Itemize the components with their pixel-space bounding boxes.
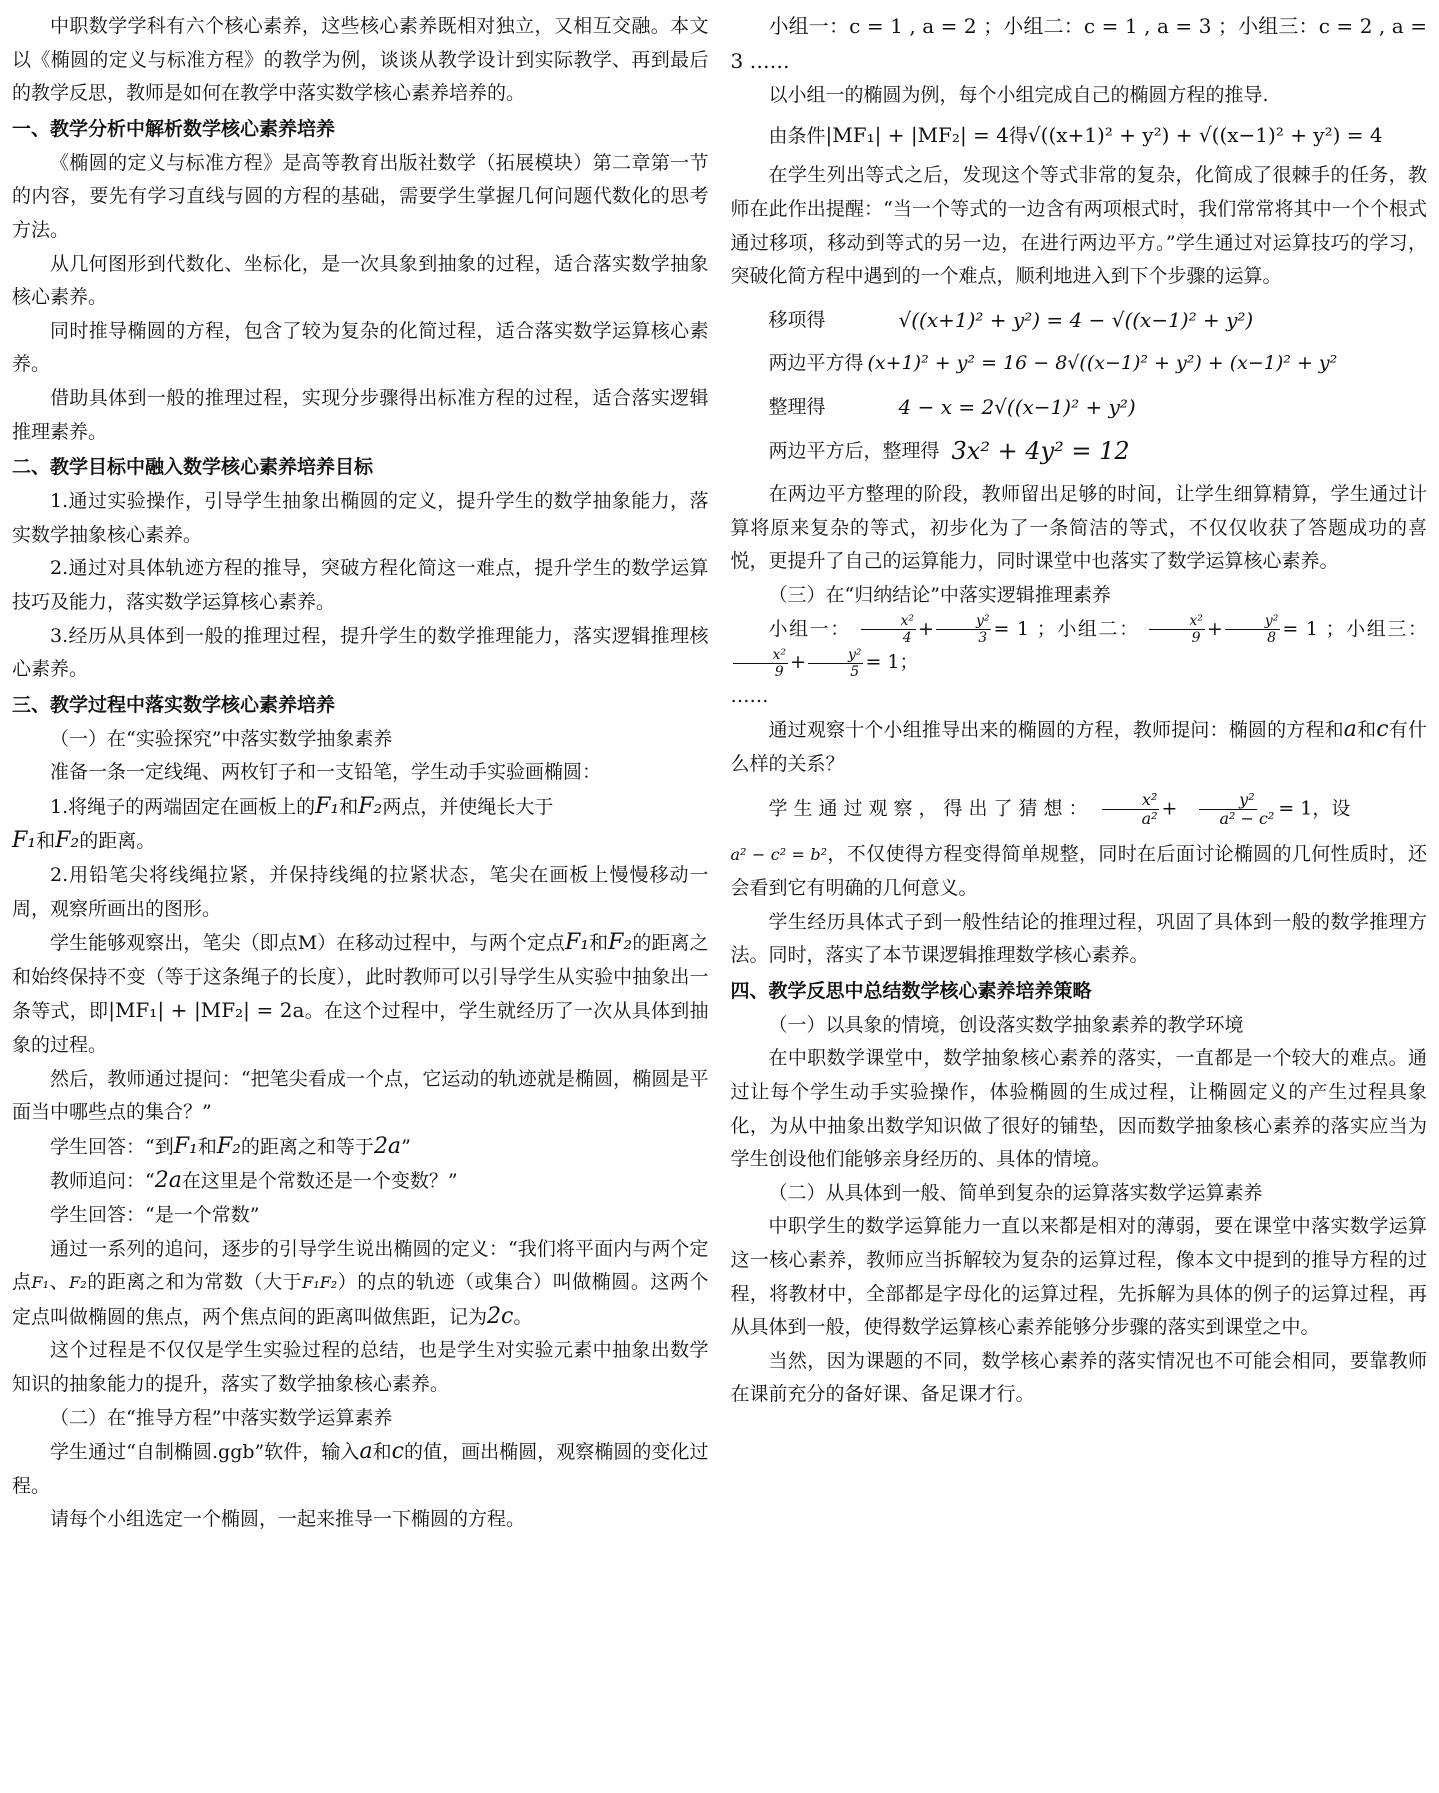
- paragraph: 当然，因为课题的不同，数学核心素养的落实情况也不可能会相同，要靠教师在课前充分的备好课、备足课才行。: [730, 1349, 1427, 1406]
- student-answer: 学生回答：“是一个常数”: [50, 1204, 260, 1226]
- ellipsis: ……: [730, 684, 769, 707]
- section-heading-2: 二、教学目标中融入数学核心素养培养目标: [12, 456, 374, 479]
- section-heading-3: 三、教学过程中落实数学核心素养培养: [12, 693, 336, 716]
- goal-item: 1.通过实验操作，引导学生抽象出椭圆的定义，提升学生的数学抽象能力，落实数学抽象核心素养。: [12, 490, 709, 546]
- conjecture-continued: a² − c² = b²，不仅使得方程变得简单规整，同时在后面讨论椭圆的几何性质时，还会看到它有明确的几何意义。: [730, 843, 1427, 900]
- goal-item: 2.通过对具体轨迹方程的推导，突破方程化简这一难点，提升学生的数学运算技巧及能力，落实数学运算核心素养。: [12, 557, 709, 613]
- section-heading-4: 四、教学反思中总结数学核心素养培养策略: [730, 979, 1092, 1002]
- paragraph: 在两边平方整理的阶段，教师留出足够的时间，让学生细算精算，学生通过计算将原来复杂的等式，初步化为了一条简洁的等式，不仅仅收获了答题成功的喜悦，更提升了自己的运算能力，同时课堂中也落实了数学运算核心素养。: [730, 483, 1427, 573]
- ggb-paragraph: 学生通过“自制椭圆.ggb”软件，输入a和c的值，画出椭圆，观察椭圆的变化过程。: [12, 1439, 709, 1497]
- paragraph: 借助具体到一般的推理过程，实现分步骤得出标准方程的过程，适合落实逻辑推理素养。: [12, 386, 709, 443]
- paragraph: 请每个小组选定一个椭圆，一起来推导一下椭圆的方程。: [50, 1508, 526, 1531]
- group-equations: 小组一： $\frac{\text{x²}}{4}$ + $\frac{\text{y²}}{3}$ = 1 ；小组二： $\frac{\text{x²}}{9}$ + $\frac{\text{y²}}{8}$ = 1 ；小组三： $\frac{\text{x²}}{9}$ + $\frac{\text{y²}}{5}$ = 1；: [731, 613, 1428, 680]
- paragraph: 这个过程是不仅仅是学生实验过程的总结，也是学生对实验元素中抽象出数学知识的抽象能力的提升，落实了数学抽象核心素养。: [12, 1339, 709, 1395]
- paragraph: 准备一条一定线绳、两枚钉子和一支铅笔，学生动手实验画椭圆：: [50, 761, 602, 784]
- experiment-step-2: 2.用铅笔尖将线绳拉紧，并保持线绳的拉紧状态，笔尖在画板上慢慢移动一周，观察所画出的图形。: [12, 864, 709, 920]
- right-column: [731, 10, 1428, 1793]
- subsection-heading: （二）在“推导方程”中落实数学运算素养: [50, 1406, 393, 1429]
- paragraph: 以小组一的椭圆为例，每个小组完成自己的椭圆方程的推导.: [768, 84, 1269, 107]
- paragraph: 《椭圆的定义与标准方程》是高等教育出版社数学（拓展模块）第二章第一节的内容，要先有学习直线与圆的方程的基础，需要学生掌握几何问题代数化的思考方法。: [12, 151, 709, 241]
- paragraph: 从几何图形到代数化、坐标化，是一次具象到抽象的过程，适合落实数学抽象核心素养。: [12, 252, 709, 309]
- paragraph: 在学生列出等式之后，发现这个等式非常的复杂，化简成了很棘手的任务，教师在此作出提醒：“当一个等式的一边含有两项根式时，我们常常将其中一个个根式通过移项，移动到等式的另一边，在进行两边平方。”学生通过对运算技巧的学习，突破化简方程中遇到的一个难点，顺利地进入到下个步骤的运算。: [730, 164, 1427, 288]
- left-column: [12, 10, 709, 1793]
- subsection-heading: （一）在“实验探究”中落实数学抽象素养: [50, 727, 393, 750]
- paragraph: 中职学生的数学运算能力一直以来都是相对的薄弱，要在课堂中落实数学运算这一核心素养，教师应当拆解较为复杂的运算过程，像本文中提到的推导方程的过程，将教材中，全部都是字母化的运算过程，先拆解为具体的例子的运算过程，再从具体到一般，使得数学运算核心素养能够分步骤的落实到课堂之中。: [730, 1215, 1427, 1339]
- paragraph: 同时推导椭圆的方程，包含了较为复杂的化简过程，适合落实数学运算核心素养。: [12, 319, 709, 376]
- observation-paragraph: 学生能够观察出，笔尖（即点M）在移动过程中，与两个定点F₁和F₂的距离之和始终保持不变（等于这条绳子的长度），此时教师可以引导学生从实验中抽象出一条等式，即|MF₁| + |MF₂| = 2a。在这个过程中，学生就经历了一次从具体到抽象的过程。: [12, 930, 709, 1057]
- teacher-question: 然后，教师通过提问：“把笔尖看成一个点，它运动的轨迹就是椭圆，椭圆是平面当中哪些点的集合？”: [12, 1067, 709, 1124]
- student-answer: 学生回答：“到F₁和F₂的距离之和等于2a”: [50, 1133, 411, 1159]
- derivation-step: 两边平方得 (x+1)² + y² = 16 − 8√((x−1)² + y²) + (x−1)² + y²: [768, 352, 1338, 375]
- section-heading-1: 一、教学分析中解析数学核心素养培养: [12, 117, 336, 140]
- derivation-step: 两边平方后，整理得 3x² + 4y² = 12: [768, 436, 1130, 465]
- subsection-heading: （二）从具体到一般、简单到复杂的运算落实数学运算素养: [768, 1181, 1263, 1204]
- definition-equation: |MF₁| + |MF₂| = 2a: [108, 998, 305, 1023]
- definition-paragraph: 通过一系列的追问，逐步的引导学生说出椭圆的定义：“我们将平面内与两个定点F₁、F₂的距离之和为常数（大于F₁F₂）的点的轨迹（或集合）叫做椭圆。这两个定点叫做椭圆的焦点，两个焦点间的距离叫做焦距，记为2c。: [12, 1237, 709, 1329]
- goal-item: 3.经历从具体到一般的推理过程，提升学生的数学推理能力，落实逻辑推理核心素养。: [12, 624, 709, 681]
- experiment-step-1: 1.将绳子的两端固定在画板上的F₁和F₂两点，并使绳长大于 F₁和F₂的距离。: [12, 793, 554, 854]
- teacher-followup: 教师追问：“2a在这里是个常数还是一个变数？”: [50, 1168, 458, 1194]
- derivation-step: 移项得 √((x+1)² + y²) = 4 − √((x−1)² + y²): [768, 307, 1254, 332]
- teacher-question: 通过观察十个小组推导出来的椭圆的方程，教师提问：椭圆的方程和a和c有什么样的关系？: [730, 717, 1427, 775]
- condition-line: 由条件|MF₁| + |MF₂| = 4得√((x+1)² + y²) + √((x−1)² + y²) = 4: [768, 122, 1383, 147]
- paragraph: 学生经历具体式子到一般性结论的推理过程，巩固了具体到一般的数学推理方法。同时，落实了本节课逻辑推理数学核心素养。: [730, 910, 1427, 967]
- derivation-step: 整理得 4 − x = 2√((x−1)² + y²): [768, 394, 1136, 419]
- subsection-heading: （三）在“归纳结论”中落实逻辑推理素养: [768, 583, 1111, 606]
- conjecture-line: 学生通过观察，得出了猜想： $\frac{\text{x²}}{\text{a²}}$ + $\frac{\text{y²}}{\text{a² − c²}}$ = 1，设: [768, 790, 1351, 829]
- group-parameters: 小组一：c = 1 , a = 2 ；小组二：c = 1 , a = 3 ；小组三：c = 2 , a = 3 ……: [730, 14, 1427, 73]
- paragraph: 在中职数学课堂中，数学抽象核心素养的落实，一直都是一个较大的难点。通过让每个学生动手实验操作，体验椭圆的生成过程，让椭圆定义的产生过程具象化，为从中抽象出数学知识做了很好的铺垫，因而数学抽象核心素养的落实应当为学生创设他们能够亲身经历的、具体的情境。: [730, 1047, 1427, 1171]
- subsection-heading: （一）以具象的情境，创设落实数学抽象素养的教学环境: [768, 1013, 1244, 1036]
- intro-paragraph: 中职数学学科有六个核心素养，这些核心素养既相对独立，又相互交融。本文以《椭圆的定义与标准方程》的教学为例，谈谈从教学设计到实际教学、再到最后的教学反思，教师是如何在教学中落实数学核心素养培养的。: [12, 15, 709, 105]
